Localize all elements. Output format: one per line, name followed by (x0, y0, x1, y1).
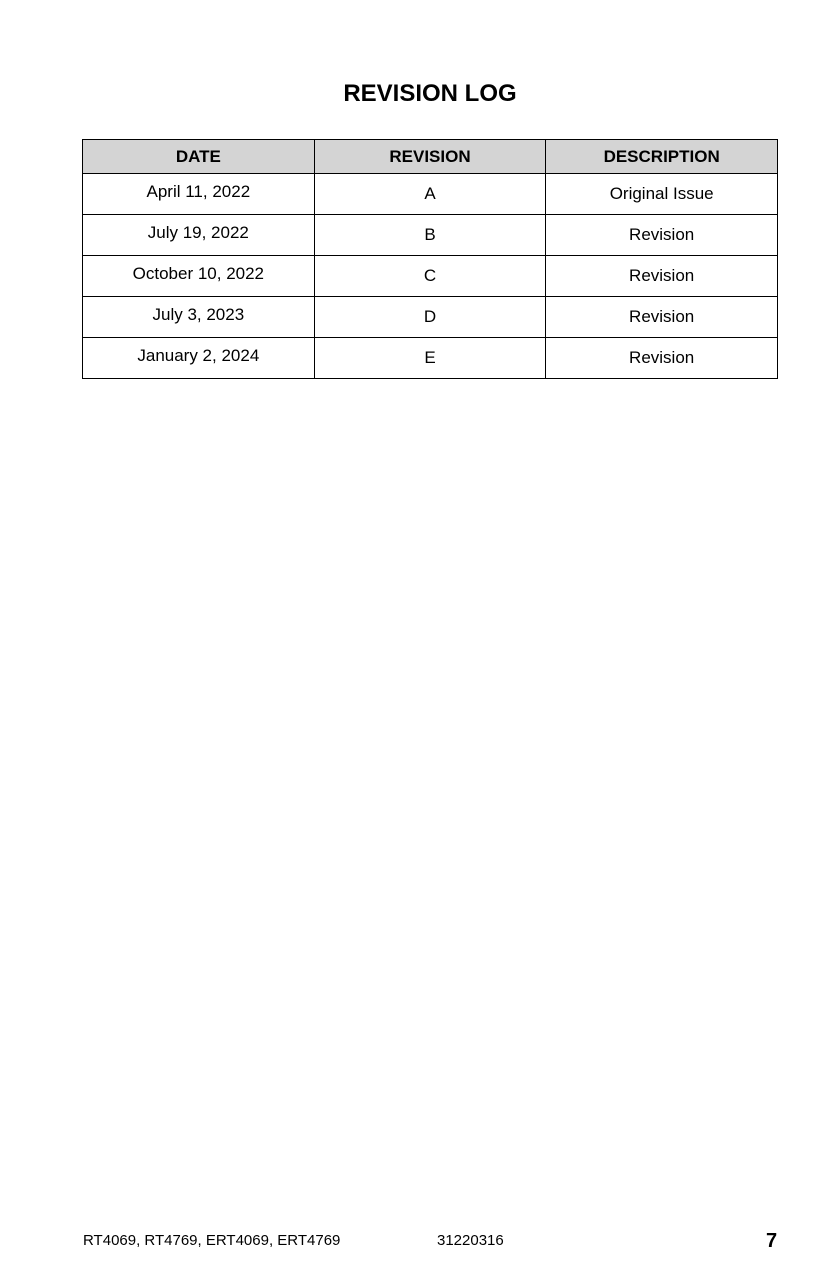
revision-table (82, 139, 778, 379)
table-row (83, 174, 778, 215)
description-cell: Revision (546, 256, 778, 297)
table-row (83, 215, 778, 256)
date-cell: July 3, 2023 (83, 297, 315, 338)
revision-cell: D (314, 297, 546, 338)
description-cell: Original Issue (546, 174, 778, 215)
page-title: REVISION LOG (343, 80, 517, 107)
table-row (83, 297, 778, 338)
footer-page-number: 7 (766, 1230, 778, 1252)
table-header-row (83, 140, 778, 174)
description-cell: Revision (546, 215, 778, 256)
revision-cell: B (314, 215, 546, 256)
date-cell: April 11, 2022 (83, 174, 315, 215)
description-cell: Revision (546, 297, 778, 338)
date-cell: October 10, 2022 (83, 256, 315, 297)
column-header-revision: REVISION (314, 140, 546, 174)
column-header-date: DATE (83, 140, 315, 174)
footer-document-number: 31220316 (437, 1232, 504, 1249)
table-row (83, 338, 778, 379)
column-header-description: DESCRIPTION (546, 140, 778, 174)
footer-model-list: RT4069, RT4769, ERT4069, ERT4769 (83, 1232, 341, 1249)
revision-cell: C (314, 256, 546, 297)
date-cell: July 19, 2022 (83, 215, 315, 256)
table-row (83, 256, 778, 297)
revision-cell: E (314, 338, 546, 379)
description-cell: Revision (546, 338, 778, 379)
revision-cell: A (314, 174, 546, 215)
date-cell: January 2, 2024 (83, 338, 315, 379)
